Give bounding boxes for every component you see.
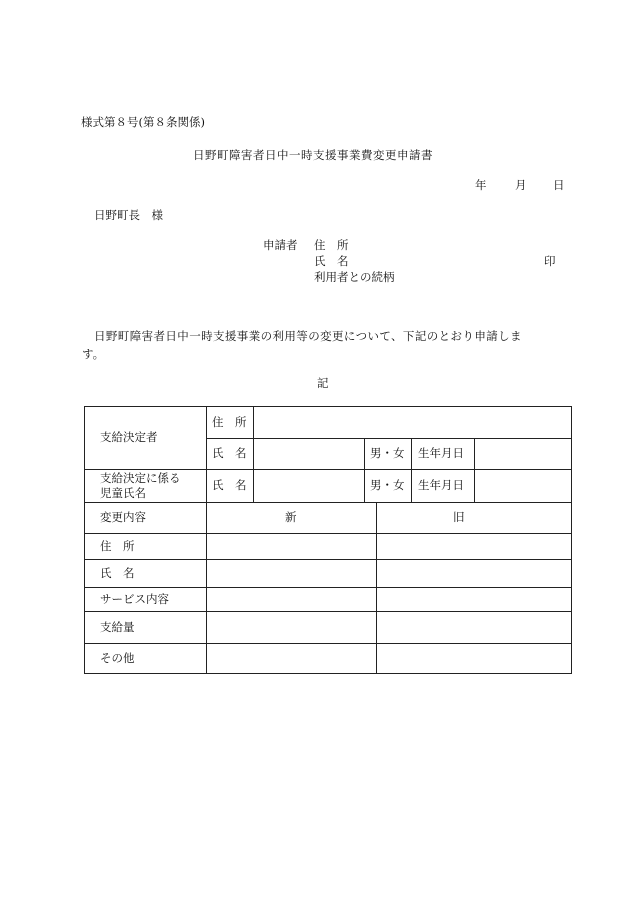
date-day: 日: [553, 178, 565, 192]
table-line: [411, 438, 412, 502]
table-line: [376, 502, 377, 674]
child-label-line1: 支給決定に係る: [100, 471, 181, 485]
row-amount-label: 支給量: [100, 620, 135, 634]
body-text-line1: 日野町障害者日中一時支援事業の利用等の変更について、下記のとおり申請しま: [94, 329, 522, 343]
recipient-name-label: 氏 名: [212, 446, 247, 460]
table-line: [84, 469, 572, 470]
row-service-label: サービス内容: [100, 592, 169, 606]
table-line: [206, 406, 207, 674]
form-number: 様式第８号(第８条関係): [81, 115, 205, 129]
applicant-address-label: 住 所: [314, 238, 349, 252]
notice-heading: 記: [317, 376, 329, 390]
recipient-birthdate-label: 生年月日: [418, 446, 464, 460]
table-line: [571, 406, 572, 674]
body-text-line2: す。: [82, 347, 105, 361]
document-title: 日野町障害者日中一時支援事業費変更申請書: [193, 148, 433, 162]
applicant-label: 申請者: [263, 238, 298, 252]
table-line: [84, 587, 572, 588]
old-column-header: 旧: [453, 510, 465, 524]
recipient-gender: 男・女: [370, 446, 405, 460]
child-label-line2: 児童氏名: [100, 486, 146, 500]
seal-mark: 印: [544, 254, 556, 268]
table-line: [206, 438, 572, 439]
child-name-label: 氏 名: [212, 478, 247, 492]
child-birthdate-label: 生年月日: [418, 478, 464, 492]
table-line: [253, 406, 254, 502]
table-line: [84, 673, 572, 674]
table-line: [474, 438, 475, 502]
row-name-label: 氏 名: [100, 566, 135, 580]
table-line: [84, 502, 572, 503]
row-address-label: 住 所: [100, 539, 135, 553]
addressee: 日野町長 様: [94, 208, 163, 222]
child-gender: 男・女: [370, 478, 405, 492]
table-line: [84, 611, 572, 612]
applicant-name-label: 氏 名: [314, 254, 349, 268]
table-line: [84, 533, 572, 534]
recipient-label: 支給決定者: [100, 430, 158, 444]
new-column-header: 新: [285, 510, 297, 524]
application-table: [84, 406, 572, 674]
relationship-label: 利用者との続柄: [314, 270, 395, 284]
recipient-address-label: 住 所: [212, 415, 247, 429]
row-other-label: その他: [100, 651, 135, 665]
table-line: [84, 406, 85, 674]
table-line: [84, 559, 572, 560]
table-line: [84, 643, 572, 644]
table-line: [84, 406, 572, 407]
table-line: [364, 438, 365, 502]
date-year: 年: [475, 178, 487, 192]
change-content-label: 変更内容: [100, 510, 146, 524]
date-month: 月: [515, 178, 527, 192]
